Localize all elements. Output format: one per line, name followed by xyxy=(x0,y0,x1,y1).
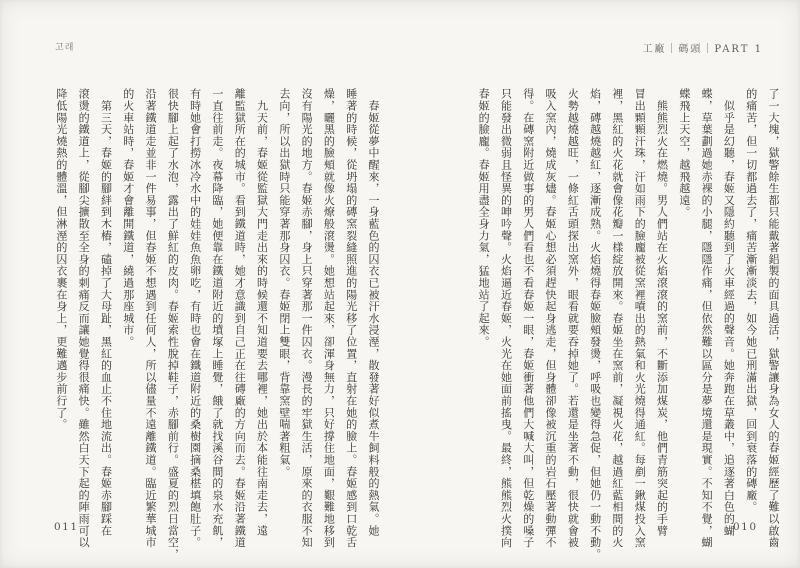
page-number-right: 010 xyxy=(733,521,758,533)
text-column: 裡，黑紅的火花就會像花瓣一樣綻放開來。春姬坐在窯前，凝視火花，越過紅藍相間的火 xyxy=(610,88,624,549)
text-column: 火勢越燒越旺，一條紅舌頭探出窯外，眼看就要吞掉她了。若還是坐著不動，很快就會被 xyxy=(566,88,580,549)
text-column: 得。在磚窯附近做事的男人們看也不看春姬一眼，春姬衝著他們大喊大叫，但乾燥的嗓子 xyxy=(521,88,535,549)
text-column: 滾燙的鐵道上，從腳尖擴散至全身的刺痛反而讓她覺得很痛快。雖然白天下起的陣雨可以 xyxy=(77,88,91,549)
text-column: 的痛苦，但一切都過去了，痛苦漸漸淡去，如今她已刑滿出獄，回到衰落的磚廠。 xyxy=(744,88,758,513)
text-column: 降低陽光燒熱的體溫，但淋溼的囚衣裹在身上，更難邁步前行了。 xyxy=(54,88,68,431)
running-head-chapter-title: 工廠｜碼頭｜PART 1 xyxy=(642,44,763,55)
page-010-text-block xyxy=(468,88,784,564)
text-column: 沒有陽光的地方。春姬赤腳，身上只穿著那一件囚衣。漫長的牢獄生活，原來的衣服不知 xyxy=(300,88,314,549)
text-column: 焰，磚越燒越紅，逐漸成熟。火焰燒得春姬臉頰發燙，呼吸也變得急促，但她仍一動不動。 xyxy=(588,88,602,560)
running-head-book-title: 고래 xyxy=(55,43,75,53)
page-011-text-block xyxy=(48,88,384,564)
text-column: 了一大塊，獄警餘生都只能戴著鋁製的面具過活，獄警讓身為女人的春姬經歷了難以啟齒 xyxy=(767,88,780,549)
text-column: 離監獄所在的城市。看到鐵道時，她才意識到自己正在往磚廠的方向而去。春姬沿著鐵道 xyxy=(233,88,247,549)
text-column: 只能發出微弱且怪異的呻吟聲。火焰逼近春姬，火光在她面前搖曳。最終，熊熊烈火撲向 xyxy=(499,88,513,549)
text-column: 沿著鐵道走並非一件易事，但春姬不想遇到任何人，所以儘量不遠離鐵道。臨近繁華城市 xyxy=(144,88,158,549)
text-column: 冒出顆顆汗珠，汗如雨下的臉龐被從窯裡噴出的熱氣和火光燒得通紅。每剷一鍬煤投入窯 xyxy=(633,88,647,549)
text-column: 春姬的臉龐。春姬用盡全身力氣，猛地站了起來。 xyxy=(477,88,491,348)
text-column: 有時她會打撈冰冷水中的娃娃魚魚卵吃，有時也會在鐵道附近的桑樹園摘桑椹填飽肚子。 xyxy=(188,88,202,549)
text-column: 睡著的時候，從坍塌的磚窯裂縫照進的陽光移了位置，直射在她的臉上。春姬感到口乾舌 xyxy=(344,88,358,549)
text-column: 第三天，春姬的腳絆到木樁，磕掉了大母趾，黑紅的血止不住地流出。春姬赤腳踩在 xyxy=(99,88,113,537)
text-column: 一直往前走。夜幕降臨，她便靠在鐵道附近的墳塚上睡覺，餓了就找溪谷間的泉水充飢， xyxy=(210,88,224,549)
text-column: 的火車站時，春姬才會離開鐵道，繞過那座城市。 xyxy=(121,88,135,348)
page-number-left: 011 xyxy=(54,521,79,533)
text-column: 去向，所以出獄時只能穿著那身囚衣。春姬閉上雙眼，背靠窯壁喘著粗氣。 xyxy=(277,88,291,478)
text-column: 似乎是幻聽，春姬又隱約聽到了火車經過的聲音。她奔跑在草叢中，追逐著白色的蝴 xyxy=(722,88,736,537)
text-column: 燥，曬黑的臉頰就像火燎般滾燙。她想站起來，卻渾身無力，只好撐住地面，艱難地移到 xyxy=(322,88,336,549)
text-column: 熊熊烈火在燃燒。男人們站在火焰滾滾的窯前，不斷添加煤炭，他們青筋突起的手臂 xyxy=(655,88,669,537)
text-column: 春姬從夢中醒來，一身藍色的囚衣已被汗水浸溼，散發著好似煮牛飼料般的熱氣。她 xyxy=(367,88,380,537)
text-column: 蝶，草葉劃過她赤裸的小腿，隱隱作痛，但依然難以區分是夢境還是現實。不知不覺，蝴 xyxy=(700,88,714,549)
text-column: 很快腳上起了水泡，露出了鮮紅的皮肉。春姬索性脫掉鞋子，赤腳前行。盛夏的烈日當空， xyxy=(166,88,180,560)
text-column: 九天前，春姬從監獄大門走出來的時候還不知道要去哪裡，她出於本能往南走去，遠 xyxy=(255,88,269,537)
text-column: 蝶飛上天空，越飛越遠。 xyxy=(677,88,691,218)
text-column: 吸入窯內，燒成灰燼。春姬心想必須趕快起身逃走，但身體卻像被沉重的岩石壓著動彈不 xyxy=(544,88,558,549)
